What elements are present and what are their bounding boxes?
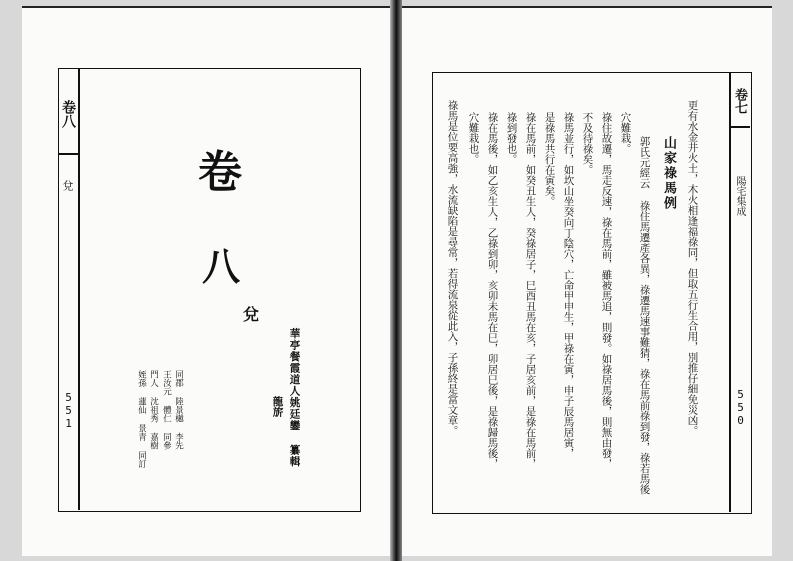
volume-char-2: 八 [202,244,241,289]
left-page-number: 551 [62,391,75,430]
credits-col-4: 姪孫 蓮仙 景青 同訂 [136,370,147,468]
credits-col-1: 同郡 陸景樾 李先 [173,370,184,450]
volume-char-1: 卷 [198,147,242,198]
left-margin-rule [78,68,80,510]
text-line-1: 更有水金井火土，木火相逢福祿同，但取五行生合用，別推仔細免災凶。 [686,100,699,436]
text-line-7: 祿馬並行，如坎山坐癸向丁陰穴，亡命甲申生，甲祿在寅，申子辰馬居寅， [562,112,575,459]
compiler-line: 華亭餐霞道人姚廷鑾 纂輯 [288,328,301,468]
credits-col-3: 門人 沈祖秀 嘉樹 [148,370,159,450]
trigram-char: 兌 [243,305,260,324]
text-line-4: 穴難栽。 [619,112,632,154]
right-page [402,6,772,556]
right-side-divider [730,126,750,128]
text-line-8: 是祿馬共行在寅矣。 [543,112,556,207]
left-page [22,6,390,556]
book-spine [390,0,402,561]
text-line-6: 不及待祿矣。 [581,112,594,175]
text-line-5: 祿住故遷，馬走反速，祿在馬前，雖被馬追，則發。如祿居馬後，則無由發， [600,112,613,469]
text-line-10: 祿到發也。 [505,112,518,165]
right-side-section: 陽宅集成 [734,176,745,216]
right-margin-rule [729,72,731,512]
text-line-12: 穴難栽也。 [467,112,480,165]
credits-col-2: 王汝元 體仁 同參 [161,370,172,450]
left-side-divider [58,153,78,155]
text-line-13: 祿馬是位要高強，水流缺陷是尋常，若得流泉從此入，子孫終是當文章。 [446,100,459,436]
section-heading: 山家祿馬例 [661,136,676,211]
text-line-3: 郭氏元經云 祿住馬遷產各異，祿遷馬速事難猜，祿在馬前祿到發，祿若馬後 [638,136,651,495]
text-line-11: 祿在馬後，如乙亥生人，乙祿到卯，亥卯未馬在巳，卯居巳後，是祿歸馬後， [486,112,499,469]
text-line-9: 祿在馬前，如癸丑生人，癸祿居子，巳酉丑馬在亥，子居亥前，是祿在馬前， [524,112,537,469]
left-side-section: 兌 [61,180,74,191]
right-side-title: 卷七 [732,88,747,114]
left-side-title: 卷八 [60,100,76,128]
review-line: 龍旂 [271,396,284,417]
right-page-number: 550 [734,388,747,427]
